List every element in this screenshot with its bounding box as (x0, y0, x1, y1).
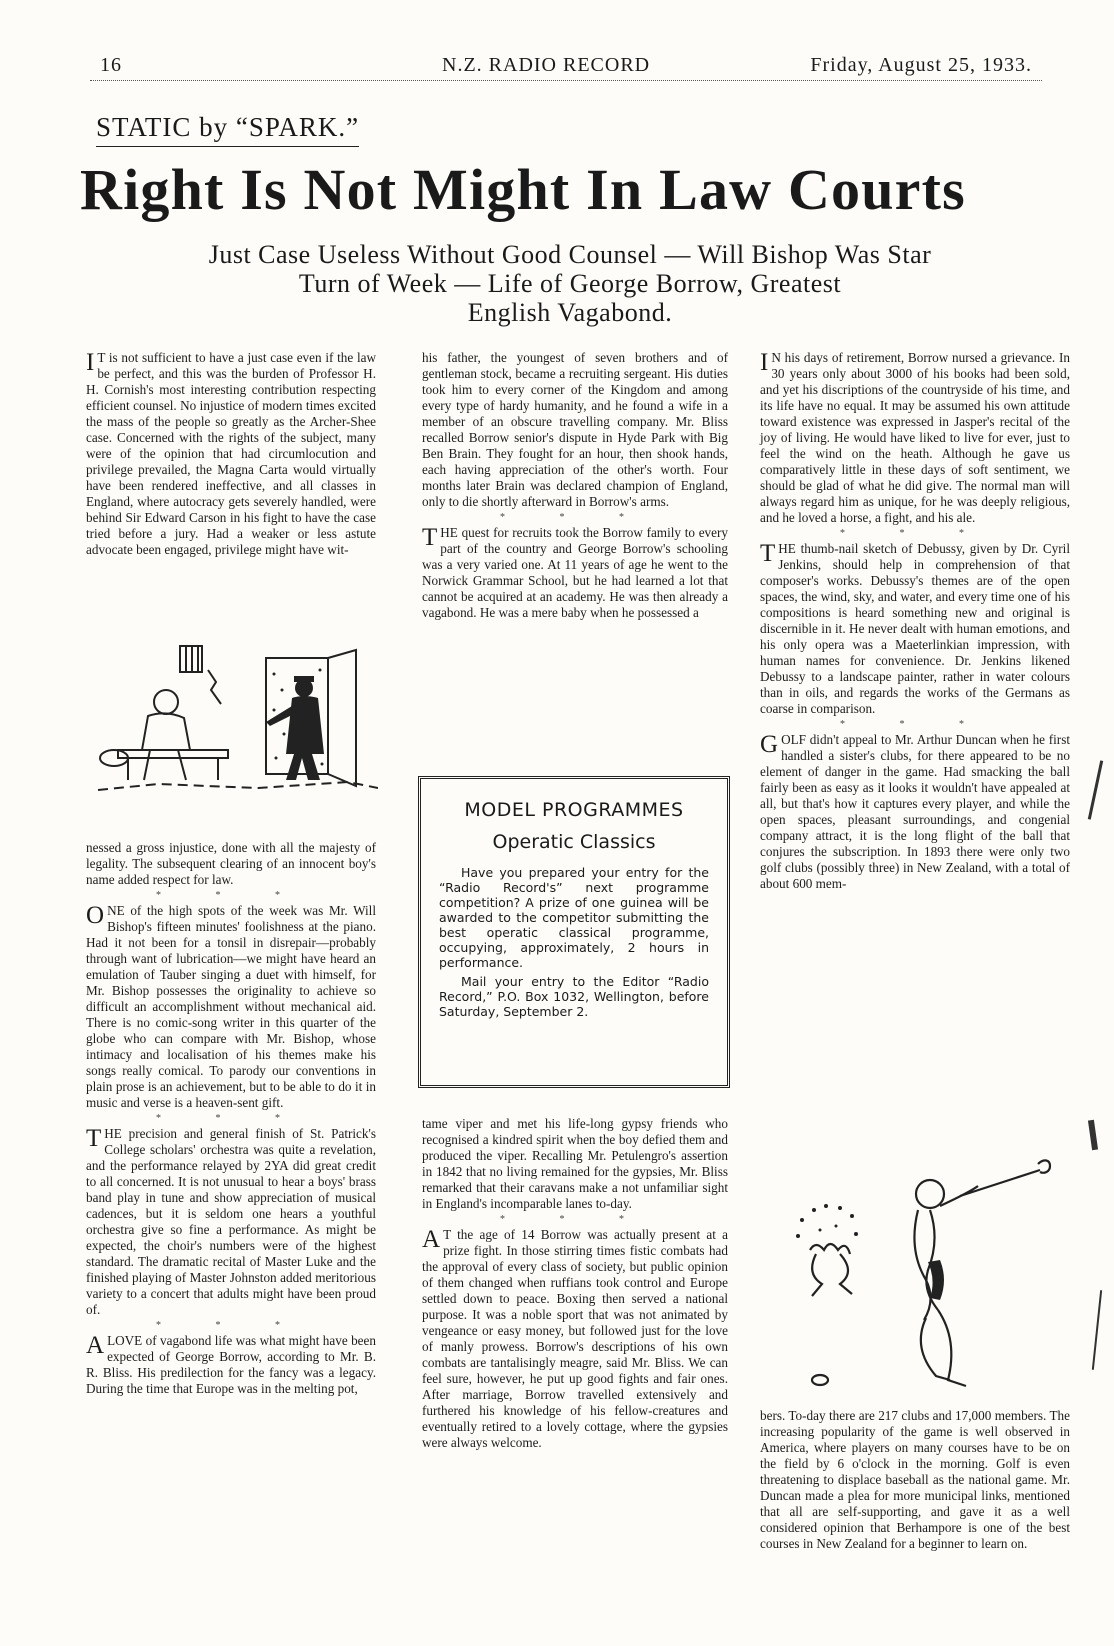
column-title: STATIC by “SPARK.” (96, 112, 359, 147)
paragraph-prize-fight: A T the age of 14 Borrow was actually present at a prize fight. In those stirring times fistic combats had the approval of every class of society, but public opinion of them changed when ruffians took control and Europe settled down to peace. Boxing then served a national purpose. It was a noble sport that was not animated by vengeance or easy money, but followed just for the love of manly prowess. Borrow's descriptions of his own combats are tantalisingly meagre, said Mr. Bliss. We can feel sure, however, he put up good fights and fair ones. After marriage, Borrow travelled extensively and furthered his knowledge of his fellow-creatures and eventually retired to a lovely cottage, where the gypsies were always welcome. (422, 1226, 728, 1450)
subhead-line-3: English Vagabond. (467, 298, 673, 327)
subhead-line-1: Just Case Useless Without Good Counsel — Will Bishop Was Star (208, 240, 932, 269)
margin-mark (1088, 760, 1103, 819)
margin-mark (1092, 1290, 1102, 1370)
golf-ball (812, 1375, 828, 1385)
column-2-top (422, 350, 728, 621)
drop-cap: T (422, 524, 438, 551)
issue-date: Friday, August 25, 1933. (810, 54, 1032, 76)
section-separator: * * * (156, 1320, 306, 1331)
prison-cell-illustration (98, 640, 378, 800)
column-1-top (86, 350, 376, 558)
paragraph-recruits-cont: tame viper and met his life-long gypsy friends who recognised a kindred spirit when the boy defied them and produced the viper. Recalling Mr. Petulengro's assertion in 1842 that no living remained for the gypsies, Mr. Bliss remarked that their caravans make a not unfamiliar sight in England's incomparable lanes to-day. (422, 1116, 728, 1211)
drop-cap: I (86, 349, 95, 376)
golfer-illustration (790, 1150, 1080, 1405)
subheadline (100, 240, 1040, 327)
drop-cap: T (760, 540, 776, 567)
paragraph-borrow-father: his father, the youngest of seven brothers and of gentleman stock, became a recruiting sergeant. His duties took him to every corner of the Kingdom and among every type of hardy humanity, and he found a wife in a member of an obscure travelling company. Mr. Bliss recalled Borrow senior's dispute in Hyde Park with Big Ben Brain. They fought for an hour, then shook hands, each having appreciation of the other's worth. Four months later Brain was declared champion of England, only to die shortly afterward in Borrow's arms. (422, 350, 728, 509)
paragraph-golf-cont: bers. To-day there are 217 clubs and 17,000 members. The increasing popularity of the game is well observed in America, where players on many courses have to be on the field by 6 o'clock in the morning. Golf is even threatening to displace baseball as the national game. Mr. Duncan made a plea for more municipal links, mentioned that all are self-supporting, and gave it as a well considered opinion that Berhampore is one of the best courses in New Zealand for a beginner to learn on. (760, 1408, 1070, 1551)
section-separator: * * * (840, 719, 990, 730)
golf-club-shaft (960, 1170, 1040, 1196)
section-separator: * * * (156, 1113, 306, 1124)
masthead: N.Z. RADIO RECORD (442, 54, 651, 76)
paragraph-debussy: THE thumb-nail sketch of Debussy, given by Dr. Cyril Jenkins, should help in comprehension of that composer's works. Debussy's themes are of the open spaces, the wind, sky, and water, and every time one of his compositions is heard something new and original is discernible in it. He never dealt with human emotions, and his only opera was a Maeterlinkian impression, with human names for convenience. Dr. Jenkins likened Debussy to a landscape painter, rather in water colours than in oils, and regards the works of the Germans as coarse in comparison. (760, 540, 1070, 716)
paragraph-will-bishop: ONE of the high spots of the week was Mr. Will Bishop's fifteen minutes' foolishness at the piano. Had it not been for a tonsil in disrepair—probably through want of lubrication—we might have heard an emulation of Tauber singing a duet with himself, for Mr. Bishop possesses the originality to achieve so difficult an accomplishment without mechanical aid. There is no comic-song writer in this quarter of the globe who can compare with Mr. Bishop, whose intimacy and localisation of his themes make his songs really comical. To parody our conventions in plain prose is an achievement, but to be able to do it in music and verse is a heaven-sent gift. (86, 902, 376, 1110)
drop-cap: O (86, 902, 105, 929)
section-separator: * * * (156, 890, 306, 901)
column-1-bottom (86, 840, 376, 1397)
column-2-bottom (422, 1116, 728, 1451)
paragraph-st-patricks: THE precision and general finish of St. Patrick's College scholars' orchestra was quite a revelation, and the performance relayed by 2YA did great credit to all concerned. It is not unusual to hear a boys' brass band play in tune and show appreciation of musical cadences, but it is seldom one hears a youthful orchestra give so fine a performance. As might be expected, the choir's numbers were of the highest standard. The dramatic recital of Master Luke and the finished playing of Master Johnston added meritorious variety to a concert that adults might have been proud of. (86, 1125, 376, 1317)
drop-cap: G (760, 731, 779, 758)
page-header (90, 48, 1042, 81)
box-title: MODEL PROGRAMMES (464, 799, 684, 821)
paragraph-retirement: I N his days of retirement, Borrow nursed a grievance. In 30 years only about 3000 of his books had been sold, and yet his discriptions of the countryside of his time, and its life have no equal. It may be assumed his own attitude toward existence was expressed in Jasper's recital of the joy of living. He would have liked to live for ever, just to feel the wind on the heath. Although he gave us comparatively little in these days of soft sentiment, we should be glad of what he did give. The normal man will always regard him as unique, for he was deeply religious, and he loved a horse, a fight, and his ale. (760, 349, 1070, 525)
column-3-bottom (760, 1408, 1070, 1552)
box-paragraph-mail: Mail your entry to the Editor “Radio Record,” P.O. Box 1032, Wellington, before Saturday, September 2. (439, 974, 709, 1019)
paragraph-recruits: THE quest for recruits took the Borrow family to every part of the country and George Borrow's schooling was a very varied one. At 11 years of age he went to the Norwick Grammar School, but he had learned a lot that cannot be acquired at an academy. He was then already a vagabond. He was a mere baby when he possessed a (422, 524, 728, 620)
box-paragraph-prize: Have you prepared your entry for the “Radio Record's” next programme competition? A prize of one guinea will be awarded to the competitor submitting the best operatic classical programme, occupying, approximately, 2 hours in performance. (439, 865, 709, 970)
section-separator: * * * (500, 512, 650, 523)
bench (118, 750, 228, 758)
paragraph-counsel: I T is not sufficient to have a just case even if the law be perfect, and this was the burden of Professor H. H. Cornish's most interesting contribution respecting efficient counsel. No injustice of modern times excited the mass of the people so greatly as the Archer-Shee case. Concerned with the rights of the subject, many were of the opinion that had circumlocution and privilege prevailed, the Magna Carta would virtually have been rendered ineffective, and all classes in England, where autocracy gets severely handled, were behind Sir Edward Carson in his fight to have the case tried before a jury. Had a weaker or less astute advocate been engaged, privilege might have wit- (86, 349, 376, 557)
page-number: 16 (100, 54, 122, 76)
paragraph-golf: GOLF didn't appeal to Mr. Arthur Duncan when he first handled a sister's clubs, for there appeared to be no element of danger in the game. Had smacking the ball fairly been as easy as it looks it wouldn't have appealed at all, but that's how it captures every player, and while the open spaces, pleasant surroundings, and congenial company attract, it is the long flight of the ball that conjures the subscription. In 1893 there were only two golf clubs (possibly three) in New Zealand, with a total of about 600 mem- (760, 731, 1070, 891)
drop-cap: I (760, 349, 769, 376)
paragraph-vagabond: A LOVE of vagabond life was what might have been expected of George Borrow, according to Mr. B. R. Bliss. His predilection for the fancy was a legacy. During the time that Europe was in the melting pot, (86, 1332, 376, 1396)
section-separator: * * * (840, 528, 990, 539)
prisoner-head (154, 690, 178, 714)
subhead-line-2: Turn of Week — Life of George Borrow, Greatest (298, 269, 842, 298)
margin-mark (1088, 1120, 1098, 1151)
warder-figure (266, 676, 324, 780)
drop-cap: T (86, 1125, 102, 1152)
paragraph-counsel-cont: nessed a gross injustice, done with all the majesty of legality. The subsequent clearing of an innocent boy's name added respect for law. (86, 840, 376, 887)
drop-cap: A (422, 1226, 441, 1253)
drop-cap: A (86, 1332, 105, 1359)
column-3-top (760, 350, 1070, 892)
golfer-head (916, 1180, 944, 1208)
headline: Right Is Not Might In Law Courts (80, 157, 966, 222)
box-subtitle: Operatic Classics (492, 831, 656, 853)
section-separator: * * * (500, 1214, 650, 1225)
model-programmes-box (418, 776, 730, 1088)
